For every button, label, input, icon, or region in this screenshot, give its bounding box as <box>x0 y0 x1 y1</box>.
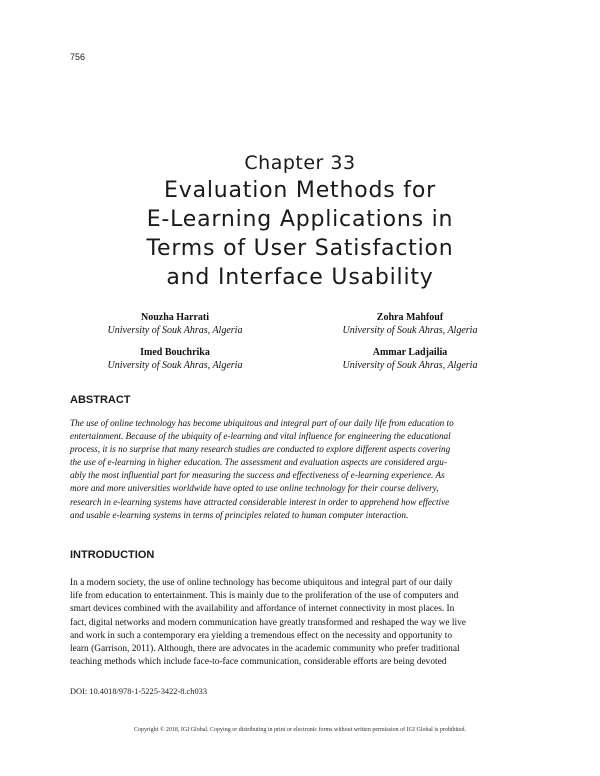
author-name: Zohra Mahfouf <box>376 312 444 323</box>
page-number: 756 <box>70 52 86 62</box>
author-affiliation: University of Souk Ahras, Algeria <box>107 325 243 336</box>
author-affiliation: University of Souk Ahras, Algeria <box>342 360 478 371</box>
title-line: Evaluation Methods for <box>164 178 436 203</box>
abstract-line: entertainment. Because of the ubiquity of e-learning and vital influence for engineering the educational <box>70 431 451 442</box>
abstract-line: The use of online technology has become ubiquitous and integral part of our daily life from education to <box>70 418 454 428</box>
abstract-line: and usable e-learning systems in terms of principles related to human computer interaction. <box>70 509 409 520</box>
abstract-heading: ABSTRACT <box>70 394 131 406</box>
title-line: E-Learning Applications in <box>146 207 454 232</box>
abstract-line: ably the most influential part for measuring the success and effectiveness of e-learning experience. As <box>70 470 445 481</box>
title-line: Terms of User Satisfaction <box>146 236 454 261</box>
introduction-line: In a modern society, the use of online technology has become ubiquitous and integral part of our daily <box>70 578 453 588</box>
chapter-label: Chapter 33 <box>244 152 356 174</box>
abstract-line: the use of e-learning in higher education. The assessment and evaluation aspects are considered argu- <box>70 457 447 468</box>
abstract-text <box>70 417 531 522</box>
introduction-text <box>70 577 531 669</box>
abstract-line: research in e-learning systems have attracted considerable interest in order to apprehend how effective <box>70 496 450 507</box>
chapter-title <box>60 176 540 292</box>
abstract-line: more and more universities worldwide have opted to use online technology for their course delivery, <box>70 483 439 494</box>
author-name: Ammar Ladjailia <box>372 347 448 358</box>
introduction-line: learn (Garrison, 2011). Although, there are advocates in the academic community who prefer traditional <box>70 643 460 654</box>
author-block <box>300 346 520 372</box>
doi: DOI: 10.4018/978-1-5225-3422-8.ch033 <box>70 687 208 696</box>
introduction-line: smart devices combined with the availability and affordance of internet connectivity in most places. In <box>70 604 455 615</box>
introduction-heading: INTRODUCTION <box>70 549 155 561</box>
introduction-line: and work in such a contemporary era yielding a tremendous effect on the necessity and opportunity to <box>70 630 453 641</box>
introduction-line: fact, digital networks and modern communication have greatly transformed and reshaped the way we live <box>70 617 466 628</box>
copyright-notice: Copyright © 2018, IGI Global. Copying or distributing in print or electronic forms without written permission of IGI Global is prohibited. <box>133 727 466 733</box>
author-affiliation: University of Souk Ahras, Algeria <box>107 360 243 371</box>
abstract-line: process, it is no surprise that many research studies are conducted to explore different aspects covering <box>70 444 451 455</box>
author-affiliation: University of Souk Ahras, Algeria <box>342 325 478 336</box>
introduction-line: life from education to entertainment. This is mainly due to the proliferation of the use of computers and <box>70 591 459 602</box>
author-name: Imed Bouchrika <box>140 347 210 358</box>
author-block <box>65 346 285 372</box>
introduction-line: teaching methods which include face-to-face communication, considerable efforts are being devoted <box>70 657 447 668</box>
title-line: and Interface Usability <box>166 265 434 290</box>
author-block <box>65 311 285 337</box>
author-block <box>300 311 520 337</box>
author-name: Nouzha Harrati <box>140 312 210 323</box>
